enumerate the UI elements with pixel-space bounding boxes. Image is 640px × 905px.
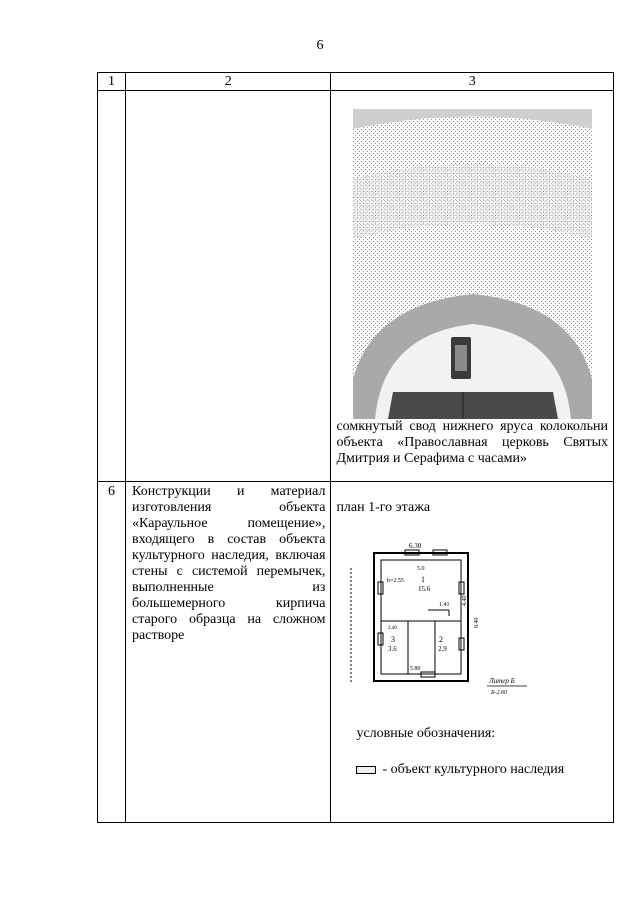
table-row-6 (98, 482, 614, 823)
plan-dim-d: 4.40 (462, 595, 469, 606)
vault-photo (353, 109, 592, 419)
photo-caption: сомкнутый свод нижнего яруса колокольни объекта «Православная церковь Святых Дмитрия и Серафима с часами» (336, 419, 608, 466)
heritage-legend-swatch-icon (356, 766, 376, 774)
plan-stamp-bottom: Б-2.60 (491, 690, 508, 696)
plan-stamp-top: Литер Б (489, 677, 516, 685)
row-photo-number-cell (98, 91, 126, 482)
plan-room2-number: 2 (439, 635, 444, 644)
plan-room1-area: 15.6 (418, 585, 431, 593)
plan-dim-b: 1.41 (439, 602, 450, 608)
doorway-icon (388, 392, 558, 419)
plan-height-label: h=2.55 (387, 578, 405, 584)
header-col-2: 2 (126, 73, 331, 91)
table-row-photo (98, 91, 614, 482)
header-col-3: 3 (331, 73, 614, 91)
row-6-number: 6 (98, 482, 126, 823)
plan-room3-number: 3 (391, 635, 396, 644)
row-6-description: Конструкции и материал изготовления объекта «Караульное помещение», входящего в состав объекта культурного наследия, включая стены с системой перемычек, выполненные из большемерного кирпича старого образца на сложном растворе (126, 482, 331, 823)
plan-room1-number: 1 (421, 575, 426, 584)
table-header-row (98, 73, 614, 91)
plan-dim-top: 6.30 (409, 542, 422, 550)
plan-room3-area: 3.6 (388, 645, 398, 653)
row-photo-description-cell (126, 91, 331, 482)
floor-plan (341, 538, 541, 698)
plan-title: план 1-го этажа (336, 500, 431, 515)
page-number: 6 (316, 38, 324, 53)
row-6-plan-cell (331, 482, 614, 823)
legend-item (331, 742, 613, 822)
header-col-1: 1 (98, 73, 126, 91)
heritage-table (97, 72, 614, 823)
plan-dim-a: 5.0 (417, 566, 425, 572)
legend-title: условные обозначения: (356, 726, 496, 741)
plan-dim-c: 2.40 (388, 626, 398, 631)
legend-item-label: - объект культурного наследия (382, 762, 565, 777)
plan-room2-area: 2.9 (438, 645, 448, 653)
plan-dim-bottom: 5.80 (410, 666, 421, 672)
row-photo-image-cell (331, 91, 614, 482)
plan-dim-right: 8.40 (474, 617, 481, 628)
